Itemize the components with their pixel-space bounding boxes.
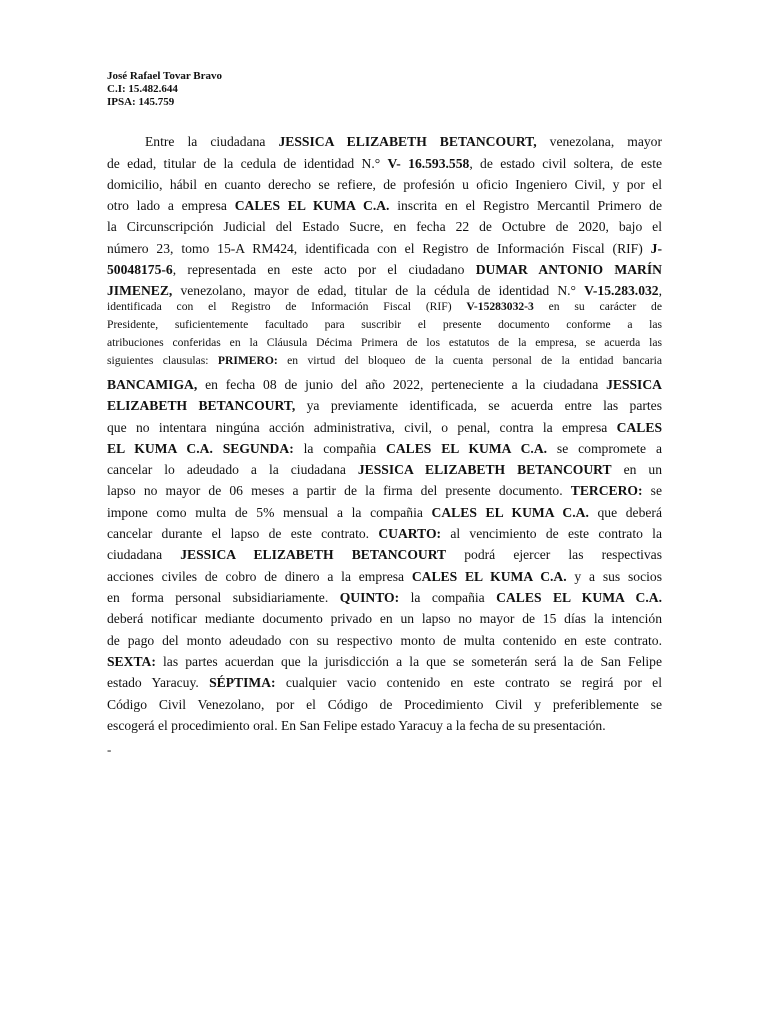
contract-line	[107, 395, 662, 416]
contract-line	[107, 502, 662, 523]
contract-text: deberá notificar mediante documento privado en un lapso no mayor de 15 días la intención	[107, 611, 662, 626]
contract-line	[107, 374, 662, 395]
contract-text: venezolana, mayor	[536, 134, 662, 149]
contract-line	[107, 259, 662, 280]
contract-line	[107, 334, 662, 352]
contract-text: domicilio, hábil en cuanto derecho se refiere, de profesión u oficio Ingeniero Civil, y por el	[107, 177, 662, 192]
contract-line	[107, 316, 662, 334]
contract-text: en fecha 08 de junio del año 2022, perteneciente a la ciudadana	[197, 377, 607, 392]
contract-line	[107, 566, 662, 587]
contract-text: las partes acuerdan que la jurisdicción a la que se someterán será la de San Felipe	[155, 654, 662, 669]
contract-bold-text: SEXTA:	[107, 654, 156, 669]
contract-bold-text: CALES EL KUMA C.A.	[234, 198, 390, 213]
contract-line	[107, 523, 662, 544]
contract-bold-text: J-	[650, 241, 662, 256]
contract-line	[107, 174, 662, 195]
contract-text: otro lado a empresa	[107, 198, 235, 213]
contract-bold-text: CUARTO:	[378, 526, 442, 541]
contract-bold-text: PRIMERO:	[217, 354, 278, 367]
contract-bold-text: ELIZABETH BETANCOURT,	[107, 398, 296, 413]
contract-line	[107, 651, 662, 672]
contract-bold-text: CALES EL KUMA C.A.	[386, 441, 548, 456]
contract-text: la compañia	[399, 590, 497, 605]
contract-bold-text: BANCAMIGA,	[107, 377, 198, 392]
contract-bold-text: V-15.283.032	[584, 283, 659, 298]
contract-bold-text: EL KUMA C.A. SEGUNDA:	[107, 441, 294, 456]
contract-text: en forma personal subsidiariamente.	[107, 590, 340, 605]
contract-text: atribuciones conferidas en la Cláusula Décima Primera de los estatutos de la empresa, se acuerda las	[107, 336, 662, 349]
contract-text: , de estado civil soltera, de este	[469, 156, 663, 171]
contract-text: de edad, titular de la cedula de identidad N.°	[107, 156, 388, 171]
contract-text: estado Yaracuy.	[107, 675, 210, 690]
contract-line	[107, 608, 662, 629]
contract-text: en su carácter de	[533, 300, 662, 313]
contract-text: , representada en este acto por el ciudadano	[172, 262, 476, 277]
author-ipsa: IPSA: 145.759	[107, 96, 175, 108]
contract-text: en virtud del bloqueo de la cuenta personal de la entidad bancaria	[277, 354, 663, 367]
contract-text: Presidente, suficientemente facultado para suscribir el presente documento conforme a las	[107, 318, 662, 331]
contract-text: siguientes clausulas:	[107, 354, 218, 367]
contract-bold-text: DUMAR ANTONIO MARÍN	[475, 262, 662, 277]
contract-line	[107, 238, 662, 259]
contract-bold-text: QUINTO:	[339, 590, 400, 605]
author-header	[107, 70, 222, 109]
contract-text: Código Civil Venezolano, por el Código de Procedimiento Civil y preferiblemente se	[107, 697, 662, 712]
contract-text: cualquier vacio contenido en este contrato se regirá por el	[275, 675, 662, 690]
contract-text: impone como multa de 5% mensual a la compañia	[107, 505, 432, 520]
contract-text: en un	[611, 462, 662, 477]
contract-line	[107, 587, 662, 608]
contract-text: al vencimiento de este contrato la	[441, 526, 662, 541]
contract-bold-text: JESSICA ELIZABETH BETANCOURT	[180, 547, 447, 562]
author-ci: C.I: 15.482.644	[107, 83, 178, 95]
contract-text: que no intentara ningúna acción administrativa, civil, o penal, contra la empresa	[107, 420, 617, 435]
contract-text: ,	[658, 283, 662, 298]
contract-text: cancelar durante el lapso de este contrato.	[107, 526, 379, 541]
contract-line	[107, 459, 662, 480]
contract-line	[107, 298, 662, 316]
contract-bold-text: V- 16.593.558	[387, 156, 470, 171]
contract-text: ciudadana	[107, 547, 181, 562]
contract-line	[107, 694, 662, 715]
contract-line	[107, 480, 662, 501]
contract-line	[107, 544, 662, 565]
contract-bold-text: CALES EL KUMA C.A.	[431, 505, 589, 520]
contract-line	[107, 216, 662, 237]
contract-text: venezolano, mayor de edad, titular de la cédula de identidad N.°	[172, 283, 585, 298]
contract-bold-text: JIMENEZ,	[107, 283, 173, 298]
contract-bold-text: 50048175-6	[107, 262, 173, 277]
contract-bold-text: V-15283032-3	[466, 300, 534, 313]
contract-text: de pago del monto adeudado con su respectivo monto de multa contenido en este contrato.	[107, 633, 662, 648]
contract-line	[107, 417, 662, 438]
contract-text: la Circunscripción Judicial del Estado Sucre, en fecha 22 de Octubre de 2020, bajo el	[107, 219, 662, 234]
contract-line	[145, 131, 662, 152]
contract-bold-text: CALES EL KUMA C.A.	[496, 590, 662, 605]
contract-bold-text: SÉPTIMA:	[209, 675, 276, 690]
contract-bold-text: CALES EL KUMA C.A.	[411, 569, 567, 584]
contract-text: lapso no mayor de 06 meses a partir de la firma del presente documento.	[107, 483, 571, 498]
contract-text: y a sus socios	[566, 569, 662, 584]
contract-text: se	[642, 483, 662, 498]
contract-text: acciones civiles de cobro de dinero a la empresa	[107, 569, 412, 584]
contract-line	[107, 438, 662, 459]
contract-text: inscrita en el Registro Mercantil Primero de	[389, 198, 662, 213]
contract-line	[107, 672, 662, 693]
contract-line	[107, 153, 662, 174]
contract-text: identificada con el Registro de Información Fiscal (RIF)	[107, 300, 467, 313]
contract-text: podrá ejercer las respectivas	[446, 547, 663, 562]
contract-line	[107, 352, 662, 370]
contract-text: escogerá el procedimiento oral. En San Felipe estado Yaracuy a la fecha de su presentación.	[107, 718, 606, 733]
contract-bold-text: CALES	[616, 420, 662, 435]
contract-line	[107, 195, 662, 216]
contract-text: que deberá	[588, 505, 662, 520]
contract-text: la compañia	[293, 441, 386, 456]
trailing-dash: -	[107, 742, 112, 757]
contract-line	[107, 715, 662, 736]
contract-text: ya previamente identificada, se acuerda entre las partes	[295, 398, 663, 413]
contract-bold-text: JESSICA ELIZABETH BETANCOURT,	[278, 134, 537, 149]
author-name: José Rafael Tovar Bravo	[107, 70, 222, 82]
contract-text: se compromete a	[547, 441, 662, 456]
contract-bold-text: JESSICA	[606, 377, 662, 392]
contract-text: cancelar lo adeudado a la ciudadana	[107, 462, 358, 477]
contract-text: número 23, tomo 15-A RM424, identificada con el Registro de Información Fiscal (RIF)	[107, 241, 651, 256]
contract-bold-text: TERCERO:	[570, 483, 643, 498]
contract-text: Entre la ciudadana	[145, 134, 279, 149]
contract-line	[107, 630, 662, 651]
contract-bold-text: JESSICA ELIZABETH BETANCOURT	[357, 462, 612, 477]
